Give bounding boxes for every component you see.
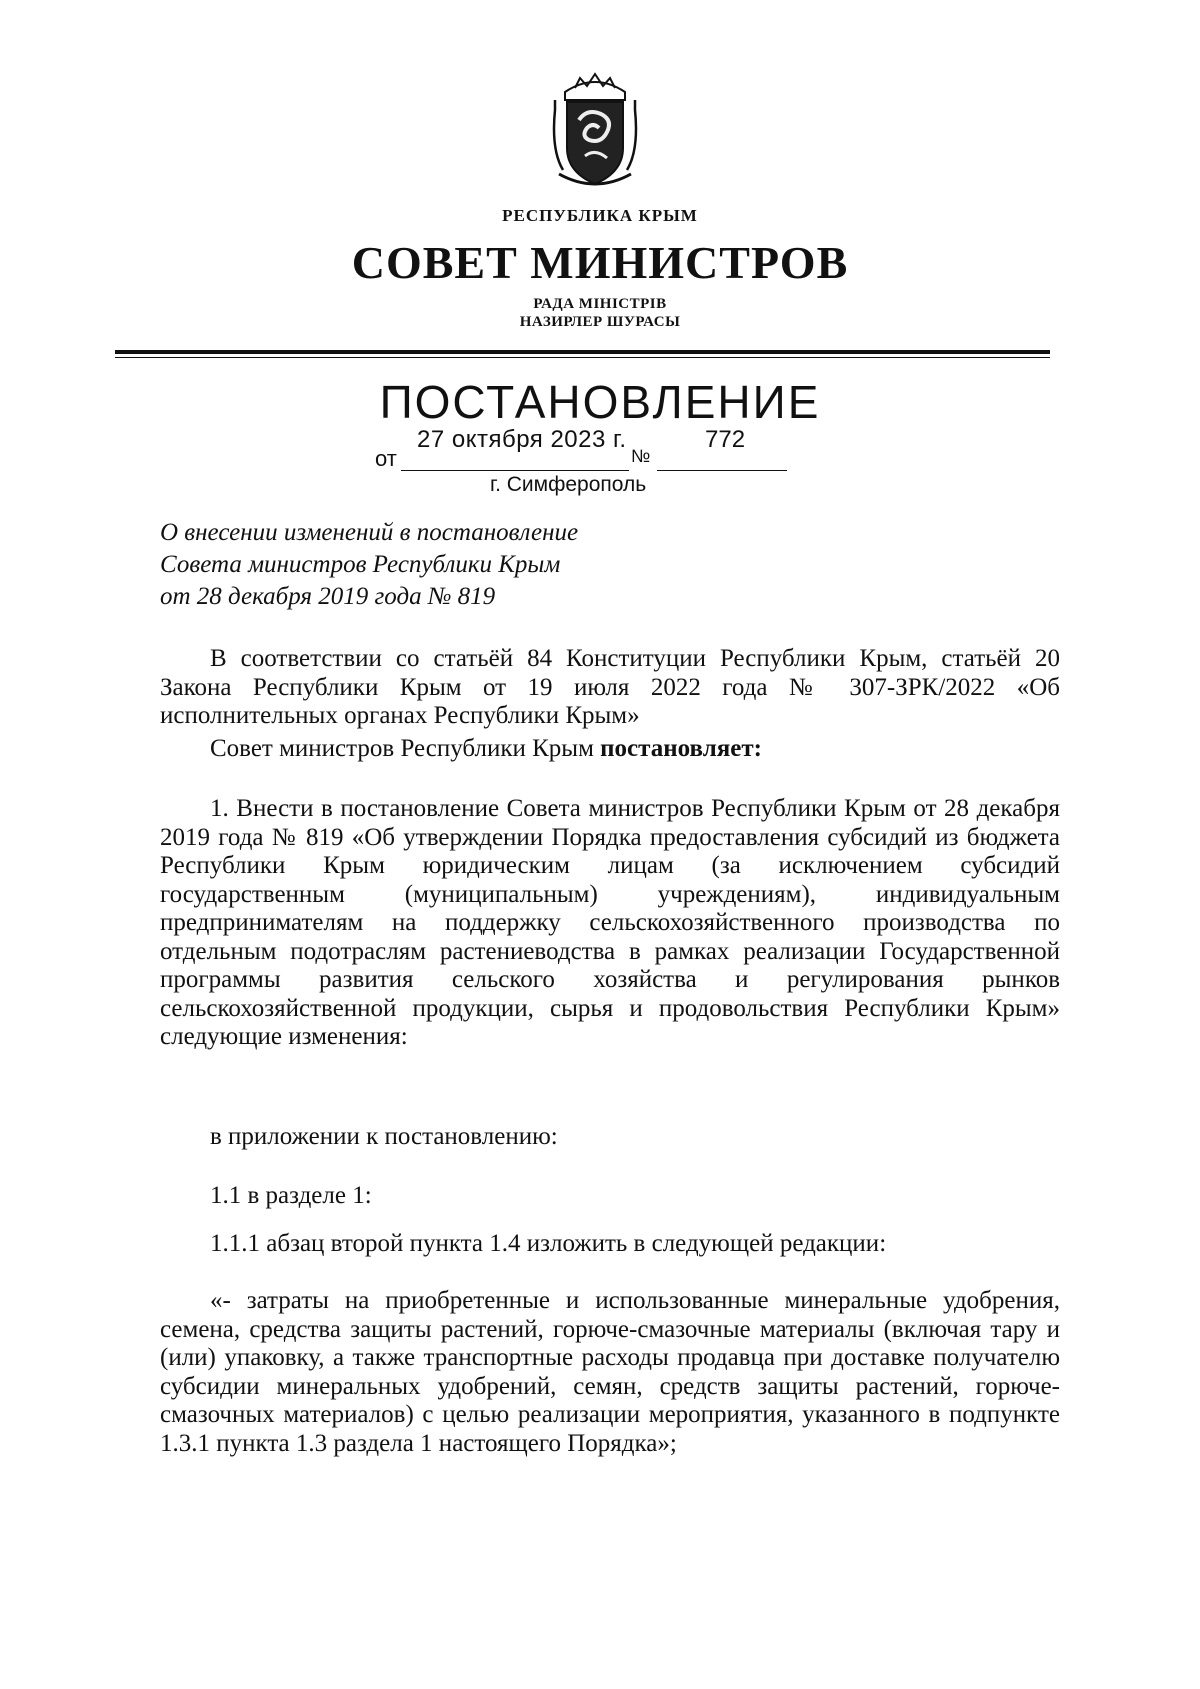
document-number: 772 <box>705 426 746 453</box>
document-date: 27 октября 2023 г. <box>417 426 627 453</box>
clause-1-paragraph: 1. Внести в постановление Совета министров Республики Крым от 28 декабря 2019 года № 819 «Об утверждении Порядка предоставления субсидий из бюджета Республики Крым юридическим лицам (за исключением субсидий государственным (муниципальным) учреждениям), индивидуальным предпринимателям на поддержку сельскохозяйственного производства по отдельным подотраслям растениеводства в рамках реализации Государственной программы развития сельского хозяйства и регулирования рынков сельскохозяйственной продукции, сырья и продовольствия Республики Крым» следующие изменения: <box>160 795 1060 1050</box>
ot-label: от <box>375 446 397 471</box>
resolves-keyword: постановляет: <box>600 735 762 762</box>
council-title-ukrainian: РАДА МІНІСТРІВ <box>533 296 667 312</box>
city-label: г. Симферополь <box>490 473 647 496</box>
number-sign-label: № <box>631 446 651 466</box>
resolves-text: Совет министров Республики Крым <box>210 735 601 762</box>
subject-line: от 28 декабря 2019 года № 819 <box>160 583 496 610</box>
council-title: СОВЕТ МИНИСТРОВ <box>351 237 849 288</box>
document-subject <box>160 517 578 613</box>
date-underline <box>401 470 629 471</box>
header-divider-thick <box>115 350 1050 354</box>
header-divider-thin <box>115 357 1050 358</box>
date-number-line <box>375 426 795 471</box>
coat-of-arms-icon <box>545 70 645 192</box>
republic-label: РЕСПУБЛИКА КРЫМ <box>502 206 698 225</box>
resolves-paragraph <box>210 735 762 763</box>
number-underline <box>657 470 787 471</box>
appendix-paragraph: в приложении к постановлению: <box>210 1123 558 1150</box>
section-1-paragraph: 1.1 в разделе 1: <box>210 1182 372 1209</box>
crimea-coat-of-arms <box>545 70 645 192</box>
council-title-crimean-tatar: НАЗИРЛЕР ШУРАСЫ <box>519 314 681 330</box>
subject-line: О внесении изменений в постановление <box>160 519 579 546</box>
quoted-amendment-paragraph: «- затраты на приобретенные и использованные минеральные удобрения, семена, средства защиты растений, горюче-смазочные материалы (включая тару и (или) упаковку, а также транспортные расходы продавца при доставке получателю субсидии минеральных удобрений, семян, средств защиты растений, горюче-смазочных материалов) с целью реализации мероприятия, указанного в подпункте 1.3.1 пункта 1.3 раздела 1 настоящего Порядка»; <box>160 1287 1060 1457</box>
document-type: ПОСТАНОВЛЕНИЕ <box>379 376 821 428</box>
preamble-paragraph: В соответствии со статьёй 84 Конституции Республики Крым, статьёй 20 Закона Республики Крым от 19 июля 2022 года № 307-ЗРК/2022 «Об исполнительных органах Республики Крым» <box>160 645 1060 729</box>
subject-line: Совета министров Республики Крым <box>160 551 561 578</box>
clause-1-1-1-paragraph: 1.1.1 абзац второй пункта 1.4 изложить в следующей редакции: <box>210 1230 887 1257</box>
